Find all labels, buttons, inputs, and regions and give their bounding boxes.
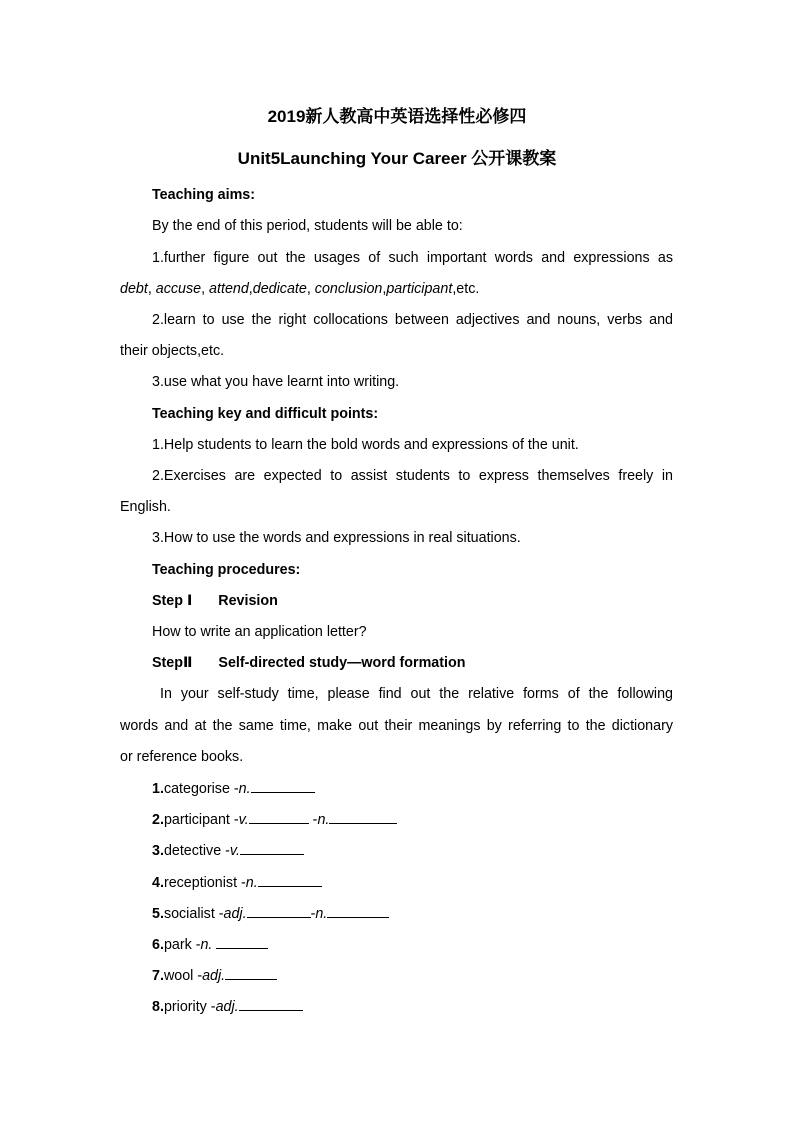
word-participant: participant <box>386 281 453 297</box>
aim-2: 2.learn to use the right collocations between adjectives and nouns, verbs and <box>152 312 673 328</box>
pos-label: n. <box>200 937 213 953</box>
pos-label: n. <box>238 781 251 797</box>
key-point-3: 3.How to use the words and expressions in real situations. <box>152 530 521 546</box>
item-word: park - <box>163 937 201 953</box>
answer-blank[interactable] <box>249 809 309 824</box>
exercise-item-6 <box>152 934 268 955</box>
exercise-item-4 <box>152 872 322 893</box>
item-word: priority - <box>163 999 216 1015</box>
item-number: 1. <box>152 781 164 797</box>
step-2-paragraph: In your self-study time, please find out the relative forms of the following <box>160 686 673 702</box>
pos-label: v. <box>229 843 240 859</box>
item-word: detective - <box>163 843 230 859</box>
aim-1-words: debt, accuse, attend,dedicate, conclusion,participant,etc. <box>120 281 480 297</box>
item-number: 4. <box>152 875 164 891</box>
word-conclusion: conclusion <box>314 281 383 297</box>
answer-blank[interactable] <box>258 872 322 887</box>
exercise-item-1 <box>152 778 315 799</box>
key-points-heading: Teaching key and difficult points: <box>152 406 379 422</box>
answer-blank[interactable] <box>251 778 315 793</box>
item-number: 5. <box>152 906 164 922</box>
answer-blank[interactable] <box>327 903 389 918</box>
doc-title: 2019新人教高中英语选择性必修四 <box>267 107 527 126</box>
word-attend: attend <box>209 281 249 297</box>
step-2-paragraph-cont: words and at the same time, make out their meanings by referring to the dictionary <box>120 718 673 734</box>
answer-blank[interactable] <box>216 934 268 949</box>
procedures-heading: Teaching procedures: <box>152 562 301 578</box>
aims-intro: By the end of this period, students will be able to: <box>152 218 463 234</box>
answer-blank[interactable] <box>240 840 304 855</box>
item-number: 6. <box>152 937 164 953</box>
exercise-item-2: 2.participant -v. -n. <box>152 809 397 830</box>
pos-label: n. <box>315 906 328 922</box>
pos-label: n. <box>245 875 258 891</box>
answer-blank[interactable] <box>329 809 397 824</box>
word-accuse: accuse <box>155 281 202 297</box>
item-number: 7. <box>152 968 164 984</box>
aim-1: 1.further figure out the usages of such important words and expressions as <box>152 250 673 266</box>
pos-label: v. <box>238 812 249 828</box>
word-dedicate: dedicate <box>252 281 307 297</box>
doc-subtitle: Unit5Launching Your Career 公开课教案 <box>237 149 557 168</box>
exercise-item-7 <box>152 965 277 986</box>
exercise-item-8 <box>152 996 303 1017</box>
item-word: categorise - <box>163 781 239 797</box>
step-1-heading <box>152 591 278 611</box>
item-number: 8. <box>152 999 164 1015</box>
item-word: wool - <box>163 968 203 984</box>
step-2-paragraph-end: or reference books. <box>120 749 244 765</box>
step-1-question: How to write an application letter? <box>152 624 367 640</box>
key-point-1: 1.Help students to learn the bold words and expressions of the unit. <box>152 437 579 453</box>
item-word: receptionist - <box>163 875 246 891</box>
aim-1-tail: ,etc. <box>452 281 480 297</box>
aim-3: 3.use what you have learnt into writing. <box>152 374 400 390</box>
exercise-item-3 <box>152 840 304 861</box>
answer-blank[interactable] <box>225 965 277 980</box>
answer-blank[interactable] <box>247 903 311 918</box>
step-1-title: Revision <box>218 593 278 609</box>
key-point-2-cont: English. <box>120 499 171 515</box>
item-number: 2. <box>152 812 164 828</box>
pos-label: adj. <box>215 999 239 1015</box>
key-point-2: 2.Exercises are expected to assist students to express themselves freely in <box>152 468 673 484</box>
answer-blank[interactable] <box>239 996 303 1011</box>
exercise-item-5: 5.socialist -adj. -n. <box>152 903 389 924</box>
item-word: participant - <box>163 812 239 828</box>
aims-heading: Teaching aims: <box>152 187 256 203</box>
pos-label: n. <box>317 812 330 828</box>
step-2-label: StepⅡ <box>152 655 193 671</box>
pos-label: adj. <box>202 968 226 984</box>
pos-label: adj. <box>223 906 247 922</box>
step-2-heading <box>152 653 465 673</box>
word-debt: debt <box>120 281 148 297</box>
item-number: 3. <box>152 843 164 859</box>
step-2-title: Self-directed study—word formation <box>218 655 466 671</box>
aim-2-cont: their objects,etc. <box>120 343 225 359</box>
step-1-label: Step Ⅰ <box>152 593 193 609</box>
item-word: socialist - <box>163 906 224 922</box>
